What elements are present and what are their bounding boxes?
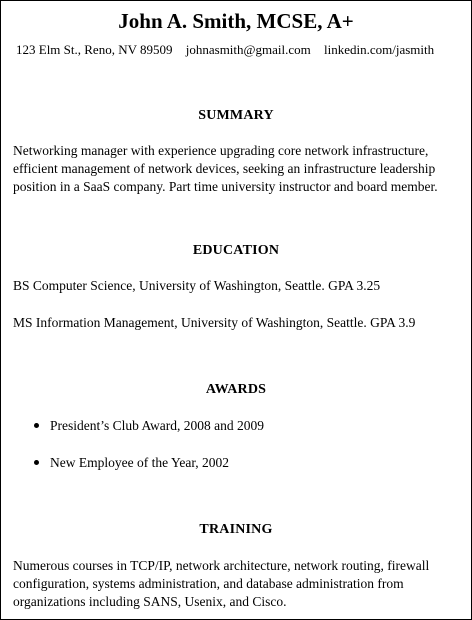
linkedin: linkedin.com/jasmith xyxy=(324,42,435,57)
summary-line: position in a SaaS company. Part time university instructor and board member. xyxy=(13,179,438,194)
education-heading: EDUCATION xyxy=(192,243,280,258)
training-text xyxy=(13,557,463,611)
training-heading: TRAINING xyxy=(199,522,273,537)
education-item: BS Computer Science, University of Washington, Seattle. GPA 3.25 xyxy=(13,278,381,293)
summary-heading: SUMMARY xyxy=(198,108,274,123)
award-text: President’s Club Award, 2008 and 2009 xyxy=(50,418,264,433)
summary-text xyxy=(13,142,463,196)
email: johnasmith@gmail.com xyxy=(185,42,311,57)
award-item xyxy=(34,454,229,472)
resume-name: John A. Smith, MCSE, A+ xyxy=(118,9,354,33)
summary-line: Networking manager with experience upgrading core network infrastructure, xyxy=(13,143,429,158)
awards-heading: AWARDS xyxy=(205,382,267,397)
education-item: MS Information Management, University of Washington, Seattle. GPA 3.9 xyxy=(13,315,416,330)
summary-line: efficient management of network devices, seeking an infrastructure leadership xyxy=(13,161,436,176)
award-item xyxy=(34,417,264,435)
training-line: organizations including SANS, Usenix, and Cisco. xyxy=(13,594,287,609)
address: 123 Elm St., Reno, NV 89509 xyxy=(16,42,173,57)
contact-line xyxy=(16,42,434,58)
bullet-icon xyxy=(34,460,39,465)
training-line: Numerous courses in TCP/IP, network architecture, network routing, firewall xyxy=(13,558,430,573)
training-line: configuration, systems administration, and database administration from xyxy=(13,576,404,591)
award-text: New Employee of the Year, 2002 xyxy=(50,455,230,470)
bullet-icon xyxy=(34,423,39,428)
